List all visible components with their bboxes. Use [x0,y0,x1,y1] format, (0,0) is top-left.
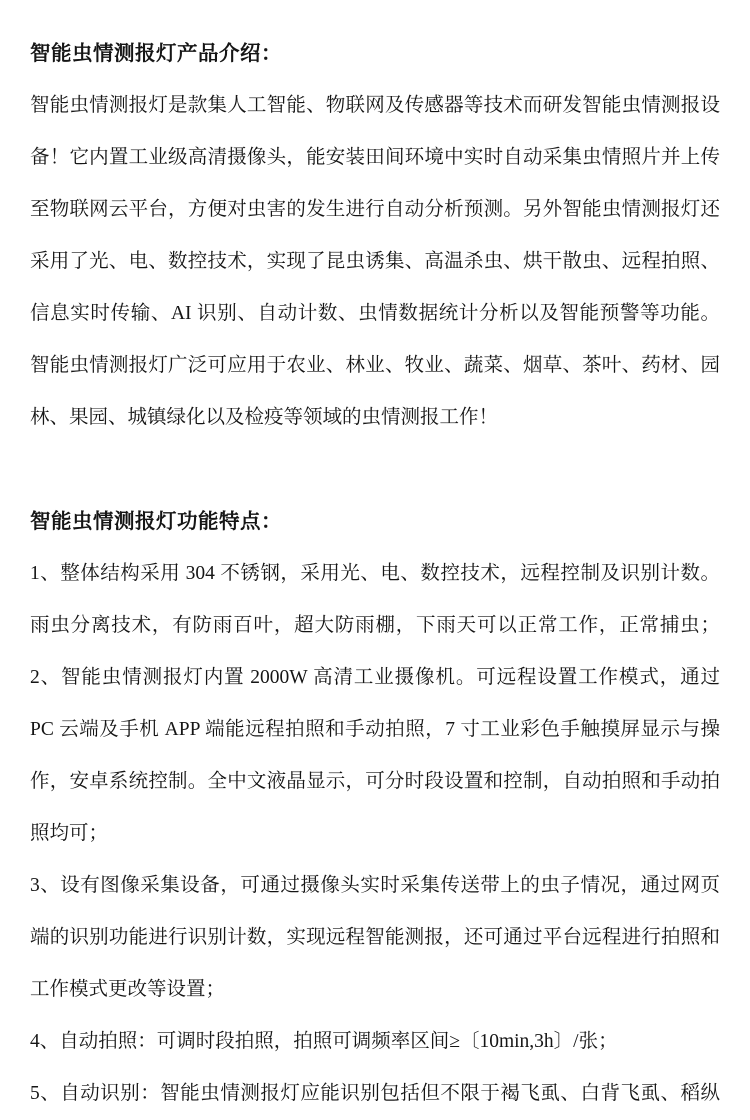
feature-line: 工作模式更改等设置； [30,979,226,1000]
intro-line: 智能虫情测报灯广泛可应用于农业、林业、牧业、蔬菜、烟草、茶叶、药材、园 [30,355,720,376]
section-title-product-intro: 智能虫情测报灯产品介绍： [30,43,282,65]
feature-line: 3、设有图像采集设备，可通过摄像头实时采集传送带上的虫子情况，通过网页 [30,875,720,896]
intro-line: 采用了光、电、数控技术，实现了昆虫诱集、高温杀虫、烘干散虫、远程拍照、 [30,251,720,272]
feature-line: 端的识别功能进行识别计数，实现远程智能测报，还可通过平台远程进行拍照和 [30,927,720,948]
section-title-features: 智能虫情测报灯功能特点： [30,511,282,533]
feature-line: 照均可； [30,823,109,844]
intro-line: 智能虫情测报灯是款集人工智能、物联网及传感器等技术而研发智能虫情测报设 [30,95,720,116]
feature-line: 2、智能虫情测报灯内置 2000W 高清工业摄像机。可远程设置工作模式，通过 [30,667,720,688]
intro-line: 至物联网云平台，方便对虫害的发生进行自动分析预测。另外智能虫情测报灯还 [30,199,720,220]
intro-line: 备！它内置工业级高清摄像头，能安装田间环境中实时自动采集虫情照片并上传 [30,147,720,168]
feature-line: 5、自动识别：智能虫情测报灯应能识别包括但不限于褐飞虱、白背飞虱、稻纵 [30,1083,720,1104]
feature-line: PC 云端及手机 APP 端能远程拍照和手动拍照，7 寸工业彩色手触摸屏显示与操 [30,719,720,740]
feature-line: 4、自动拍照：可调时段拍照，拍照可调频率区间≥〔10min,3h〕/张； [30,1031,618,1052]
intro-line: 信息实时传输、AI 识别、自动计数、虫情数据统计分析以及智能预警等功能。 [30,303,720,324]
feature-line: 1、整体结构采用 304 不锈钢，采用光、电、数控技术，远程控制及识别计数。 [30,563,720,584]
intro-line: 林、果园、城镇绿化以及检疫等领域的虫情测报工作！ [30,407,499,428]
feature-line: 作，安卓系统控制。全中文液晶显示，可分时段设置和控制，自动拍照和手动拍 [30,771,720,792]
feature-line: 雨虫分离技术，有防雨百叶，超大防雨棚，下雨天可以正常工作，正常捕虫； [30,615,720,636]
